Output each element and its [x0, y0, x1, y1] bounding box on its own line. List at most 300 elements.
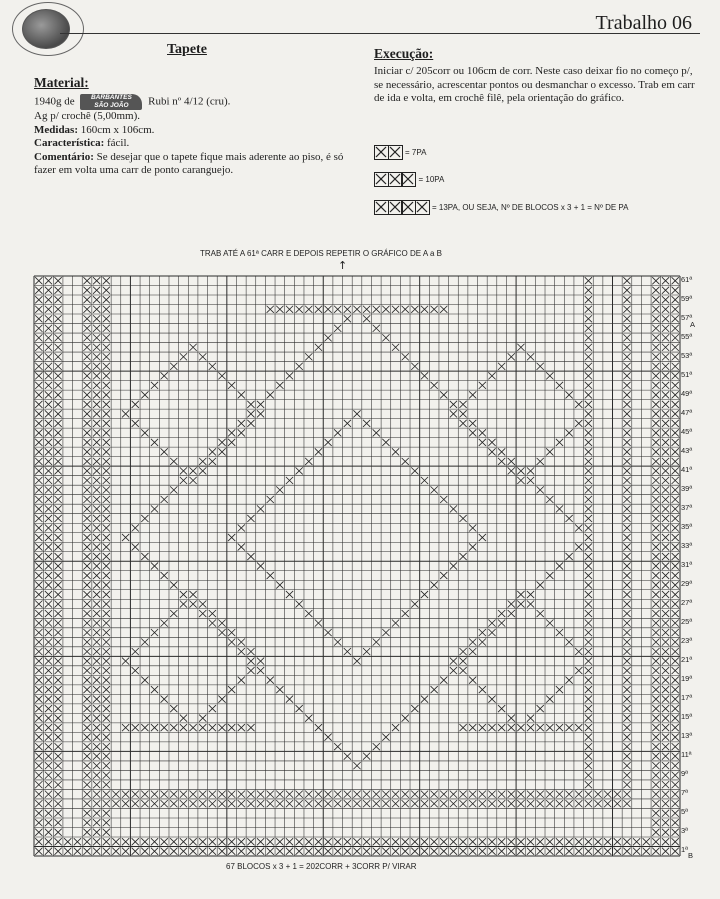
filled-block [392, 848, 399, 855]
filled-block [45, 572, 52, 579]
filled-block [103, 496, 110, 503]
filled-block [35, 287, 42, 294]
filled-block [103, 543, 110, 550]
filled-block [228, 382, 235, 389]
filled-block [141, 848, 148, 855]
material-measures: Medidas: 160cm x 106cm. [34, 123, 155, 136]
filled-block [672, 581, 679, 588]
filled-block [585, 334, 592, 341]
filled-block [672, 819, 679, 826]
filled-block [122, 791, 129, 798]
filled-block [93, 658, 100, 665]
filled-block [45, 325, 52, 332]
filled-block [672, 791, 679, 798]
filled-block [421, 800, 428, 807]
filled-block [672, 496, 679, 503]
filled-block [585, 600, 592, 607]
filled-block [141, 553, 148, 560]
filled-block [344, 838, 351, 845]
filled-block [228, 686, 235, 693]
filled-block [35, 553, 42, 560]
filled-block [517, 724, 524, 731]
filled-block [209, 619, 216, 626]
filled-block [45, 724, 52, 731]
filled-block [83, 639, 90, 646]
filled-block [402, 458, 409, 465]
filled-block [103, 772, 110, 779]
filled-block [672, 277, 679, 284]
filled-block [585, 515, 592, 522]
filled-block [488, 724, 495, 731]
filled-block [132, 401, 139, 408]
filled-block [652, 410, 659, 417]
filled-block [103, 658, 110, 665]
filled-block [93, 600, 100, 607]
filled-block [662, 496, 669, 503]
row-label: 31ª [681, 560, 693, 570]
filled-block [585, 420, 592, 427]
filled-block [228, 534, 235, 541]
filled-block [267, 848, 274, 855]
filled-block [45, 648, 52, 655]
filled-block [151, 562, 158, 569]
row-label: 1ª [681, 845, 688, 855]
filled-block [83, 553, 90, 560]
filled-block [132, 800, 139, 807]
filled-block [54, 572, 61, 579]
filled-block [363, 420, 370, 427]
filled-block [382, 791, 389, 798]
filled-block [103, 363, 110, 370]
filled-block [93, 715, 100, 722]
filled-block [363, 800, 370, 807]
filled-block [672, 439, 679, 446]
filled-block [498, 724, 505, 731]
filled-block [296, 800, 303, 807]
filled-block [315, 344, 322, 351]
filled-block [479, 838, 486, 845]
filled-block [363, 306, 370, 313]
filled-block [83, 791, 90, 798]
filled-block [45, 543, 52, 550]
filled-block [45, 363, 52, 370]
filled-block [672, 553, 679, 560]
filled-block [54, 743, 61, 750]
filled-block [54, 600, 61, 607]
filled-block [35, 791, 42, 798]
filled-block [585, 591, 592, 598]
filled-block [662, 372, 669, 379]
filled-block [35, 277, 42, 284]
filled-block [353, 658, 360, 665]
filled-block [652, 543, 659, 550]
filled-block [324, 306, 331, 313]
filled-block [103, 344, 110, 351]
filled-block [93, 572, 100, 579]
filled-block [662, 515, 669, 522]
filled-block [662, 458, 669, 465]
filled-block [652, 353, 659, 360]
filled-block [498, 610, 505, 617]
filled-block [93, 667, 100, 674]
filled-block [623, 287, 630, 294]
filled-block [392, 306, 399, 313]
filled-block [54, 734, 61, 741]
filled-block [411, 363, 418, 370]
filled-block [54, 372, 61, 379]
filled-block [83, 848, 90, 855]
filled-block [93, 648, 100, 655]
filled-block [45, 600, 52, 607]
filled-block [585, 543, 592, 550]
filled-block [585, 743, 592, 750]
filled-block [83, 648, 90, 655]
filled-block [45, 686, 52, 693]
filled-block [652, 325, 659, 332]
filled-block [652, 477, 659, 484]
filled-block [382, 334, 389, 341]
filled-block [488, 629, 495, 636]
filled-block [575, 848, 582, 855]
filled-block [662, 562, 669, 569]
filled-block [652, 677, 659, 684]
filled-block [209, 800, 216, 807]
filled-block [267, 677, 274, 684]
filled-block [103, 848, 110, 855]
filled-block [45, 486, 52, 493]
filled-block [93, 562, 100, 569]
filled-block [373, 639, 380, 646]
filled-block [672, 296, 679, 303]
filled-block [103, 600, 110, 607]
filled-block [373, 838, 380, 845]
filled-block [508, 791, 515, 798]
filled-block [324, 848, 331, 855]
marker-b: B [688, 851, 694, 860]
filled-block [122, 838, 129, 845]
filled-block [83, 658, 90, 665]
filled-block [469, 391, 476, 398]
filled-block [517, 791, 524, 798]
filled-block [662, 429, 669, 436]
filled-block [122, 848, 129, 855]
filled-block [257, 838, 264, 845]
filled-block [623, 543, 630, 550]
filled-block [45, 353, 52, 360]
filled-block [54, 705, 61, 712]
filled-block [54, 325, 61, 332]
filled-block [93, 382, 100, 389]
filled-block [276, 306, 283, 313]
filled-block [45, 829, 52, 836]
filled-block [93, 762, 100, 769]
filled-block [54, 848, 61, 855]
filled-block [45, 467, 52, 474]
filled-block [103, 762, 110, 769]
filled-block [556, 562, 563, 569]
filled-block [479, 686, 486, 693]
filled-block [103, 410, 110, 417]
filled-block [257, 562, 264, 569]
filled-block [103, 724, 110, 731]
filled-block [585, 534, 592, 541]
filled-block [209, 363, 216, 370]
filled-block [103, 572, 110, 579]
filled-block [83, 667, 90, 674]
filled-block [623, 743, 630, 750]
filled-block [35, 306, 42, 313]
filled-block [54, 353, 61, 360]
filled-block [623, 363, 630, 370]
filled-block [93, 372, 100, 379]
filled-block [83, 591, 90, 598]
material-level: Característica: fácil. [34, 137, 130, 149]
filled-block [45, 296, 52, 303]
material-comment: Comentário: Se desejar que o tapete fique mais aderente ao piso, é só fazer em volta uma carr de ponto caranguejo. [34, 150, 344, 176]
filled-block [103, 420, 110, 427]
filled-block [652, 658, 659, 665]
filled-block [546, 619, 553, 626]
filled-block [54, 686, 61, 693]
filled-block [672, 734, 679, 741]
filled-block [35, 391, 42, 398]
filled-block [35, 658, 42, 665]
filled-block [585, 686, 592, 693]
filled-block [45, 391, 52, 398]
filled-block [180, 791, 187, 798]
filled-block [488, 439, 495, 446]
filled-block [488, 372, 495, 379]
filled-block [161, 838, 168, 845]
filled-block [180, 715, 187, 722]
filled-block [93, 781, 100, 788]
filled-block [141, 800, 148, 807]
filled-block [103, 315, 110, 322]
filled-block [93, 705, 100, 712]
filled-block [267, 791, 274, 798]
filled-block [170, 724, 177, 731]
filled-block [585, 781, 592, 788]
filled-block [614, 800, 621, 807]
filled-block [93, 677, 100, 684]
filled-block [546, 838, 553, 845]
filled-block [662, 296, 669, 303]
filled-block [440, 800, 447, 807]
filled-block [83, 743, 90, 750]
filled-block [479, 629, 486, 636]
filled-block [604, 838, 611, 845]
filled-block [112, 838, 119, 845]
row-label: 17ª [681, 693, 693, 703]
filled-block [662, 696, 669, 703]
filled-block [672, 619, 679, 626]
filled-block [662, 648, 669, 655]
filled-block [122, 534, 129, 541]
row-label: 29ª [681, 579, 693, 589]
filled-block [662, 486, 669, 493]
filled-block [672, 658, 679, 665]
filled-block [585, 648, 592, 655]
filled-block [421, 791, 428, 798]
filled-block [35, 838, 42, 845]
filled-block [170, 486, 177, 493]
row-label: 55ª [681, 332, 693, 342]
filled-block [83, 315, 90, 322]
filled-block [103, 810, 110, 817]
filled-block [35, 743, 42, 750]
filled-block [652, 572, 659, 579]
filled-block [103, 439, 110, 446]
filled-block [170, 458, 177, 465]
filled-block [286, 791, 293, 798]
row-label: 37ª [681, 503, 693, 513]
filled-block [54, 829, 61, 836]
filled-block [247, 420, 254, 427]
filled-block [83, 420, 90, 427]
filled-block [132, 838, 139, 845]
filled-block [112, 848, 119, 855]
filled-block [161, 696, 168, 703]
filled-block [546, 724, 553, 731]
filled-block [450, 791, 457, 798]
filled-block [623, 600, 630, 607]
filled-block [623, 848, 630, 855]
filled-block [643, 838, 650, 845]
filled-block [45, 277, 52, 284]
filled-block [141, 724, 148, 731]
filled-block [479, 724, 486, 731]
filled-block [199, 467, 206, 474]
filled-block [35, 372, 42, 379]
filled-block [247, 658, 254, 665]
filled-block [103, 296, 110, 303]
filled-block [440, 848, 447, 855]
filled-block [662, 724, 669, 731]
filled-block [363, 753, 370, 760]
filled-block [276, 686, 283, 693]
filled-block [315, 619, 322, 626]
filled-block [276, 382, 283, 389]
filled-block [54, 344, 61, 351]
filled-block [498, 363, 505, 370]
filled-block [459, 848, 466, 855]
filled-block [662, 610, 669, 617]
filled-block [498, 838, 505, 845]
filled-block [334, 791, 341, 798]
filled-block [35, 848, 42, 855]
filled-block [267, 838, 274, 845]
filled-block [45, 762, 52, 769]
filled-block [103, 591, 110, 598]
filled-block [585, 505, 592, 512]
filled-block [54, 391, 61, 398]
filled-block [652, 534, 659, 541]
filled-block [652, 600, 659, 607]
filled-block [45, 420, 52, 427]
filled-block [45, 629, 52, 636]
filled-block [508, 467, 515, 474]
filled-block [546, 572, 553, 579]
filled-block [83, 715, 90, 722]
filled-block [45, 477, 52, 484]
filled-block [662, 667, 669, 674]
filled-block [199, 791, 206, 798]
filled-block [93, 810, 100, 817]
filled-block [54, 715, 61, 722]
filled-block [324, 800, 331, 807]
filled-block [141, 677, 148, 684]
filled-block [623, 781, 630, 788]
filled-block [199, 800, 206, 807]
filled-block [440, 791, 447, 798]
filled-block [537, 791, 544, 798]
filled-block [35, 629, 42, 636]
filled-block [54, 448, 61, 455]
filled-block [585, 658, 592, 665]
filled-block [54, 639, 61, 646]
filled-block [585, 325, 592, 332]
filled-block [228, 639, 235, 646]
filled-block [45, 315, 52, 322]
filled-block [83, 753, 90, 760]
filled-block [672, 315, 679, 322]
filled-block [103, 581, 110, 588]
filled-block [161, 372, 168, 379]
filled-block [103, 467, 110, 474]
filled-block [421, 477, 428, 484]
filled-block [672, 829, 679, 836]
filled-block [565, 391, 572, 398]
filled-block [64, 838, 71, 845]
filled-block [257, 848, 264, 855]
filled-block [498, 848, 505, 855]
filled-block [594, 800, 601, 807]
filled-block [170, 705, 177, 712]
filled-block [652, 429, 659, 436]
filled-block [334, 838, 341, 845]
filled-block [141, 429, 148, 436]
filled-block [228, 629, 235, 636]
filled-block [54, 382, 61, 389]
filled-block [199, 353, 206, 360]
filled-block [652, 753, 659, 760]
filled-block [623, 791, 630, 798]
filled-block [83, 562, 90, 569]
filled-block [296, 306, 303, 313]
filled-block [556, 838, 563, 845]
filled-block [652, 505, 659, 512]
filled-block [411, 705, 418, 712]
filled-block [672, 344, 679, 351]
filled-block [469, 648, 476, 655]
filled-block [585, 524, 592, 531]
filled-block [93, 743, 100, 750]
filled-block [141, 391, 148, 398]
filled-block [238, 724, 245, 731]
filled-block [54, 315, 61, 322]
filled-block [459, 401, 466, 408]
filled-block [662, 715, 669, 722]
filled-block [132, 420, 139, 427]
filled-block [45, 705, 52, 712]
filled-block [623, 448, 630, 455]
filled-block [363, 848, 370, 855]
filled-block [585, 277, 592, 284]
filled-block [652, 743, 659, 750]
filled-block [652, 629, 659, 636]
filled-block [218, 696, 225, 703]
filled-block [672, 743, 679, 750]
